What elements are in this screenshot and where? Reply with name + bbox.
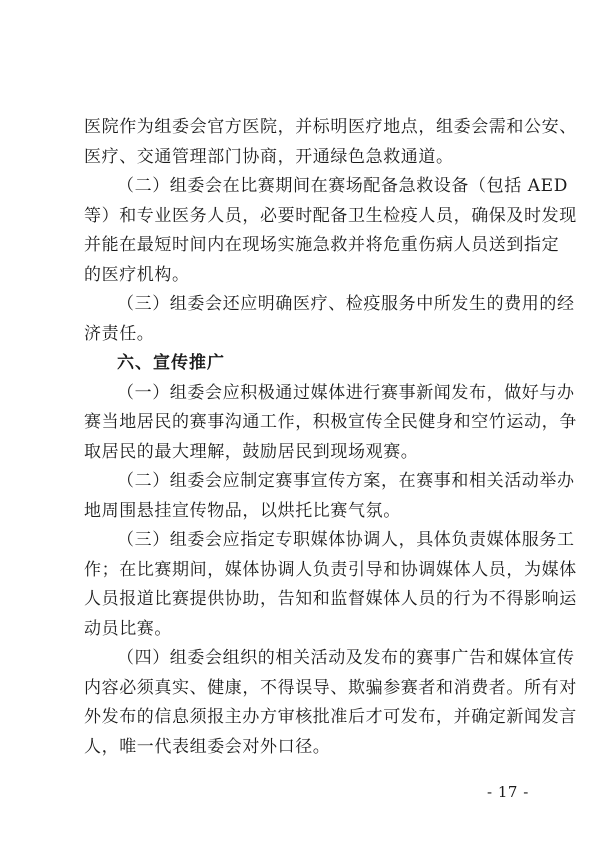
paragraph-start-line: （四）组委会组织的相关活动及发布的赛事广告和媒体宣传 bbox=[117, 648, 575, 668]
body-line: 医疗、交通管理部门协商，开通绿色急救通道。 bbox=[84, 147, 454, 167]
body-line: 并能在最短时间内在现场实施急救并将危重伤病人员送到指定 bbox=[84, 235, 560, 255]
page-number: - 17 - bbox=[487, 783, 529, 801]
body-line: 济责任。 bbox=[84, 324, 155, 344]
body-line: 内容必须真实、健康，不得误导、欺骗参赛者和消费者。所有对 bbox=[84, 678, 577, 698]
body-line: 人员报道比赛提供协助，告知和监督媒体人员的行为不得影响运 bbox=[84, 589, 577, 609]
body-line: 赛当地居民的赛事沟通工作，积极宣传全民健身和空竹运动，争 bbox=[84, 412, 577, 432]
section-heading: 六、宣传推广 bbox=[117, 353, 225, 373]
body-line: 地周围悬挂宣传物品，以烘托比赛气氛。 bbox=[84, 501, 401, 521]
body-line: 取居民的最大理解，鼓励居民到现场观赛。 bbox=[84, 442, 419, 462]
paragraph-start-line: （三）组委会还应明确医疗、检疫服务中所发生的费用的经 bbox=[117, 294, 575, 314]
body-line: 的医疗机构。 bbox=[84, 265, 190, 285]
paragraph-start-line: （一）组委会应积极通过媒体进行赛事新闻发布，做好与办 bbox=[117, 383, 575, 403]
paragraph-start-line: （二）组委会应制定赛事宣传方案，在赛事和相关活动举办 bbox=[117, 471, 575, 491]
paragraph-start-line: （二）组委会在比赛期间在赛场配备急救设备（包括 AED bbox=[117, 176, 568, 196]
body-line: 作；在比赛期间，媒体协调人负责引导和协调媒体人员，为媒体 bbox=[84, 560, 577, 580]
body-line: 动员比赛。 bbox=[84, 619, 172, 639]
body-line: 等）和专业医务人员，必要时配备卫生检疫人员，确保及时发现 bbox=[84, 206, 577, 226]
body-line: 外发布的信息须报主办方审核批准后才可发布，并确定新闻发言 bbox=[84, 707, 577, 727]
paragraph-start-line: （三）组委会应指定专职媒体协调人，具体负责媒体服务工 bbox=[117, 530, 575, 550]
body-line: 人，唯一代表组委会对外口径。 bbox=[84, 737, 331, 757]
body-line: 医院作为组委会官方医院，并标明医疗地点，组委会需和公安、 bbox=[84, 117, 577, 137]
